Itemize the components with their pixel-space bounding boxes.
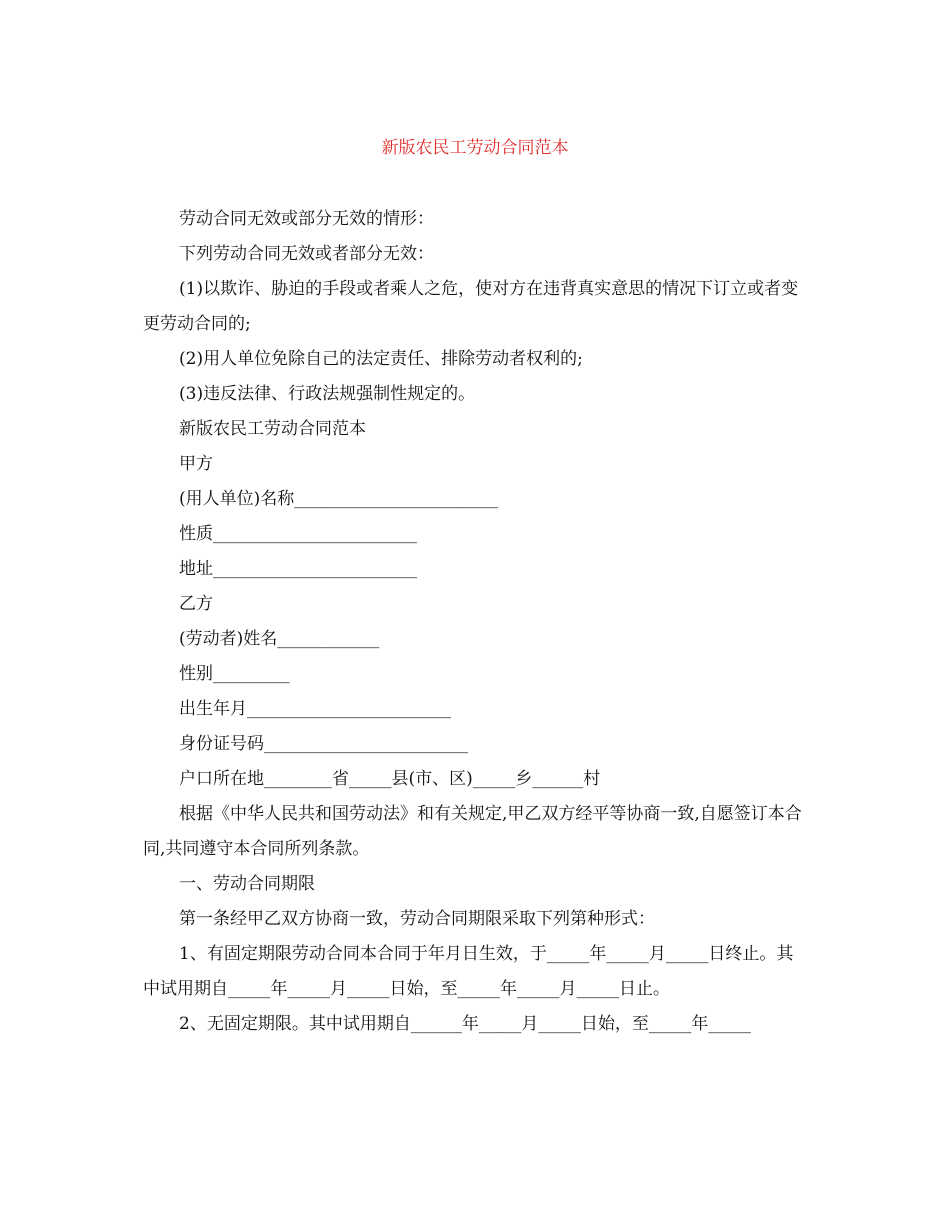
party-a-heading: 甲方 [179,454,213,474]
section-contract-term-heading: 一、劳动合同期限 [179,874,315,894]
paragraph-invalid-item-2: (2)用人单位免除自己的法定责任、排除劳动者权利的; [179,349,583,369]
party-a-nature-field: 性质________________________ [179,524,417,544]
paragraph-invalid-item-3: (3)违反法律、行政法规强制性规定的。 [179,384,476,404]
party-b-hukou-field: 户口所在地________省_____县(市、区)_____乡______村 [179,769,601,789]
article-1-text: 第一条经甲乙双方协商一致，劳动合同期限采取下列第种形式： [179,909,655,929]
paragraph-invalid-item-1: (1)以欺诈、胁迫的手段或者乘人之危，使对方在违背真实意思的情况下订立或者变更劳动合同的; [143,279,799,334]
party-b-name-field: (劳动者)姓名____________ [179,629,380,649]
paragraph-invalid-list-intro: 下列劳动合同无效或者部分无效： [179,244,434,264]
party-a-address-field: 地址________________________ [179,559,417,579]
term-option-open-ended: 2、无固定期限。其中试用期自______年_____月_____日始，至_____年_____ [179,1014,751,1034]
paragraph-contract-subtitle: 新版农民工劳动合同范本 [179,419,366,439]
party-b-gender-field: 性别_________ [179,664,290,684]
party-b-id-field: 身份证号码________________________ [179,734,468,754]
document-title: 新版农民工劳动合同范本 [381,138,569,158]
party-b-heading: 乙方 [179,594,213,614]
document-body [143,202,803,1042]
party-a-name-field: (用人单位)名称________________________ [179,489,499,509]
term-option-fixed: 1、有固定期限劳动合同本合同于年月日生效，于_____年_____月_____日终止。其中试用期自_____年_____月_____日始，至_____年_____月_____日止。 [143,944,794,999]
party-b-birth-field: 出生年月________________________ [179,699,451,719]
paragraph-legal-basis: 根据《中华人民共和国劳动法》和有关规定,甲乙双方经平等协商一致,自愿签订本合同,共同遵守本合同所列条款。 [143,804,802,859]
paragraph-invalid-cases-heading: 劳动合同无效或部分无效的情形： [179,209,434,229]
